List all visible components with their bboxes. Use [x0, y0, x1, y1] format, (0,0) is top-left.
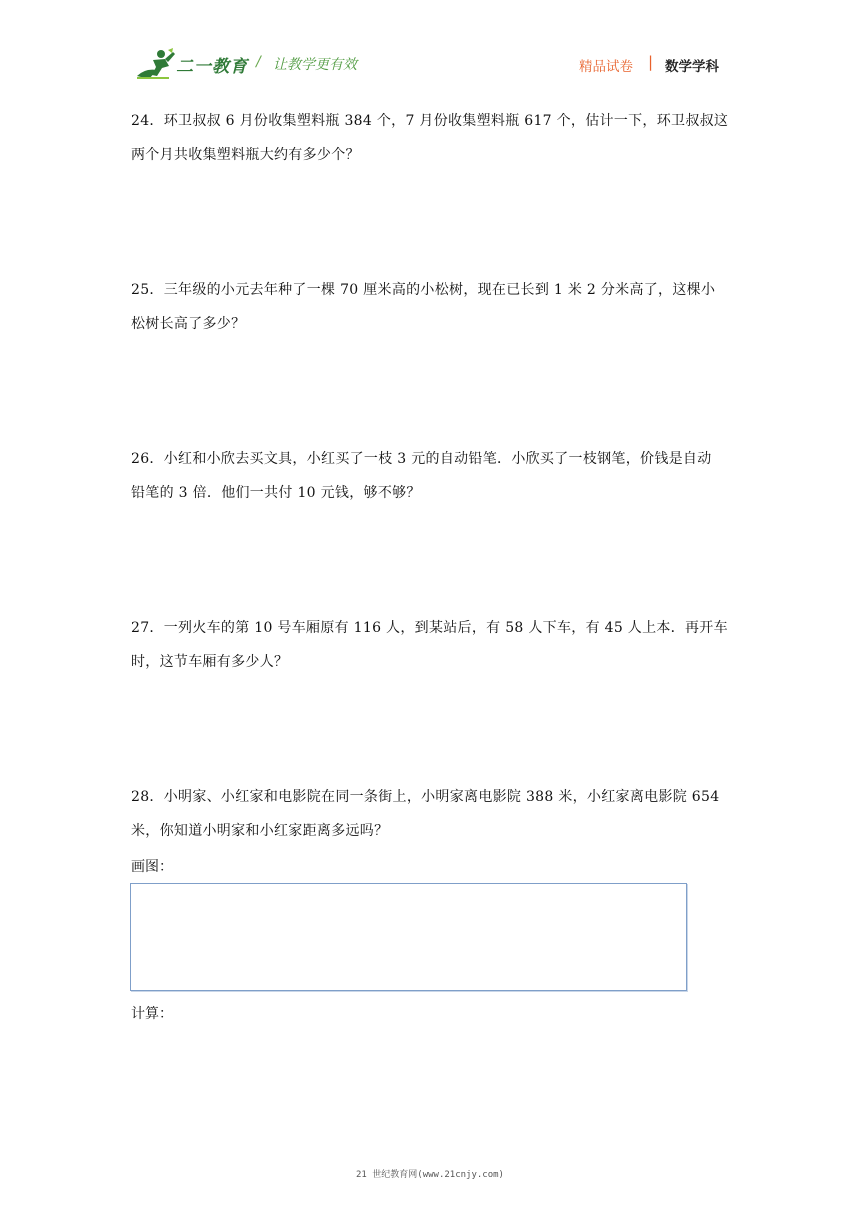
- question-25: [131, 273, 741, 341]
- question-number: 28．: [131, 789, 164, 805]
- question-24: [131, 104, 741, 172]
- logo-text: 二一教育: [176, 57, 248, 77]
- question-number: 27．: [131, 620, 164, 636]
- question-text: 一列火车的第 10 号车厢原有 116 人，到某站后，有 58 人下车，有 45 人上本．再开车: [163, 620, 728, 636]
- question-line: 松树长高了多少？: [131, 316, 246, 332]
- question-line: 铅笔的 3 倍．他们一共付 10 元钱，够不够？: [131, 485, 421, 501]
- question-text: 三年级的小元去年种了一棵 70 厘米高的小松树，现在已长到 1 米 2 分米高了，这棵小: [163, 282, 716, 298]
- question-line: 时，这节车厢有多少人？: [131, 654, 289, 670]
- question-number: 24．: [131, 113, 164, 129]
- question-line: [131, 611, 741, 645]
- question-line: [131, 442, 741, 476]
- question-26: [131, 442, 741, 510]
- question-28: [131, 780, 741, 848]
- question-line: 米，你知道小明家和小红家距离多远吗？: [131, 823, 389, 839]
- question-line: 两个月共收集塑料瓶大约有多少个？: [131, 147, 360, 163]
- question-number: 26．: [131, 451, 164, 467]
- question-line: [131, 780, 741, 814]
- draw-label: 画图：: [131, 859, 173, 875]
- question-line: [131, 104, 741, 138]
- drawing-answer-box[interactable]: [130, 883, 687, 991]
- question-text: 小红和小欣去买文具，小红买了一枝 3 元的自动铅笔．小欣买了一枝钢笔，价钱是自动: [163, 451, 712, 467]
- page-header: [0, 0, 860, 90]
- question-27: [131, 611, 741, 679]
- question-text: 小明家、小红家和电影院在同一条街上，小明家离电影院 388 米，小红家离电影院 654: [163, 789, 720, 805]
- tag-premium-paper: 精品试卷: [579, 59, 633, 75]
- slogan: 让教学更有效: [273, 57, 357, 73]
- tag-separator: |: [648, 53, 654, 71]
- slogan-separator: /: [256, 54, 261, 70]
- question-line: [131, 273, 741, 307]
- tag-subject: 数学学科: [665, 59, 719, 75]
- calc-label: 计算：: [131, 1006, 173, 1022]
- page-footer: 21 世纪教育网(www.21cnjy.com): [356, 1170, 504, 1180]
- question-text: 环卫叔叔 6 月份收集塑料瓶 384 个，7 月份收集塑料瓶 617 个，估计一下，环卫叔叔这: [163, 113, 729, 129]
- question-number: 25．: [131, 282, 164, 298]
